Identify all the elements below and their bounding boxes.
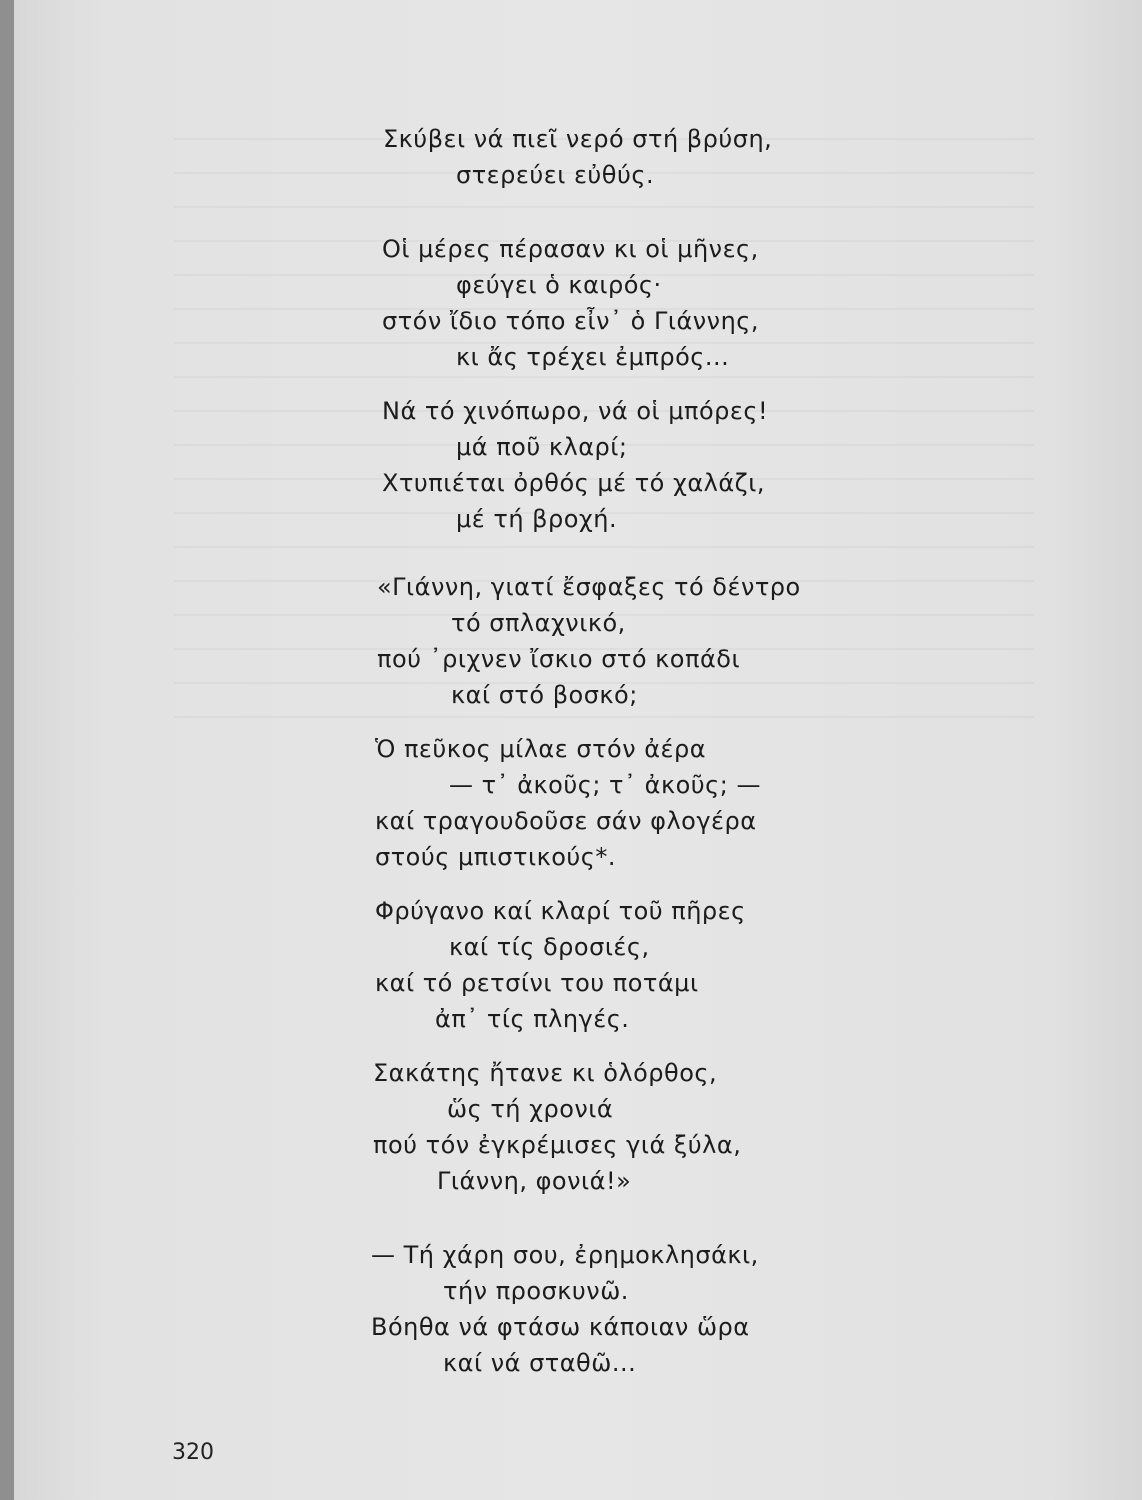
poem-line: καί νά σταθῶ...: [443, 1349, 637, 1377]
poem-line: καί στό βοσκό;: [451, 681, 638, 709]
page-number: 320: [172, 1440, 214, 1465]
poem-line: — τ᾽ ἀκοῦς; τ᾽ ἀκοῦς; —: [449, 771, 761, 799]
poem-line: τήν προσκυνῶ.: [443, 1277, 629, 1305]
poem-line: ὥς τή χρονιά: [447, 1095, 614, 1123]
poem-line: φεύγει ὁ καιρός·: [456, 271, 662, 299]
poem-line: τό σπλαχνικό,: [451, 609, 626, 637]
poem-line: καί τό ρετσίνι του ποτάμι: [375, 969, 699, 997]
poem-line: κι ἄς τρέχει ἐμπρός...: [456, 343, 730, 371]
poem-line: καί τίς δροσιές,: [449, 933, 650, 961]
poem-line: μά ποῦ κλαρί;: [456, 433, 628, 461]
poem-line: — Τή χάρη σου, ἐρημοκλησάκι,: [371, 1241, 759, 1269]
poem-line: μέ τή βροχή.: [456, 505, 618, 533]
poem-line: στόν ἴδιο τόπο εἶν᾽ ὁ Γιάννης,: [382, 307, 760, 335]
poem-line: καί τραγουδοῦσε σάν φλογέρα: [375, 807, 757, 835]
poem-line: πού ᾽ριχνεν ἴσκιο στό κοπάδι: [377, 645, 741, 673]
poem-line: Σκύβει νά πιεῖ νερό στή βρύση,: [383, 125, 773, 153]
poem-line: Οἱ μέρες πέρασαν κι οἱ μῆνες,: [382, 235, 759, 263]
poem-line: στερεύει εὐθύς.: [456, 161, 655, 189]
poem-line: ἀπ᾽ τίς πληγές.: [435, 1005, 630, 1033]
poem-line: Βόηθα νά φτάσω κάποιαν ὥρα: [371, 1313, 750, 1341]
poem-line: Φρύγανο καί κλαρί τοῦ πῆρες: [375, 897, 746, 925]
poem-line: πού τόν ἐγκρέμισες γιά ξύλα,: [373, 1131, 742, 1159]
poem-line: Χτυπιέται ὀρθός μέ τό χαλάζι,: [382, 469, 765, 497]
poem-line: Γιάννη, φονιά!»: [437, 1167, 632, 1195]
poem-line: «Γιάννη, γιατί ἔσφαξες τό δέντρο: [377, 573, 801, 601]
poem-line: Σακάτης ἤτανε κι ὁλόρθος,: [373, 1059, 718, 1087]
poem-line: στούς μπιστικούς*.: [375, 843, 616, 871]
poem-line: Ὁ πεῦκος μίλαε στόν ἀέρα: [375, 735, 707, 763]
poem-line: Νά τό χινόπωρο, νά οἱ μπόρες!: [382, 397, 769, 425]
